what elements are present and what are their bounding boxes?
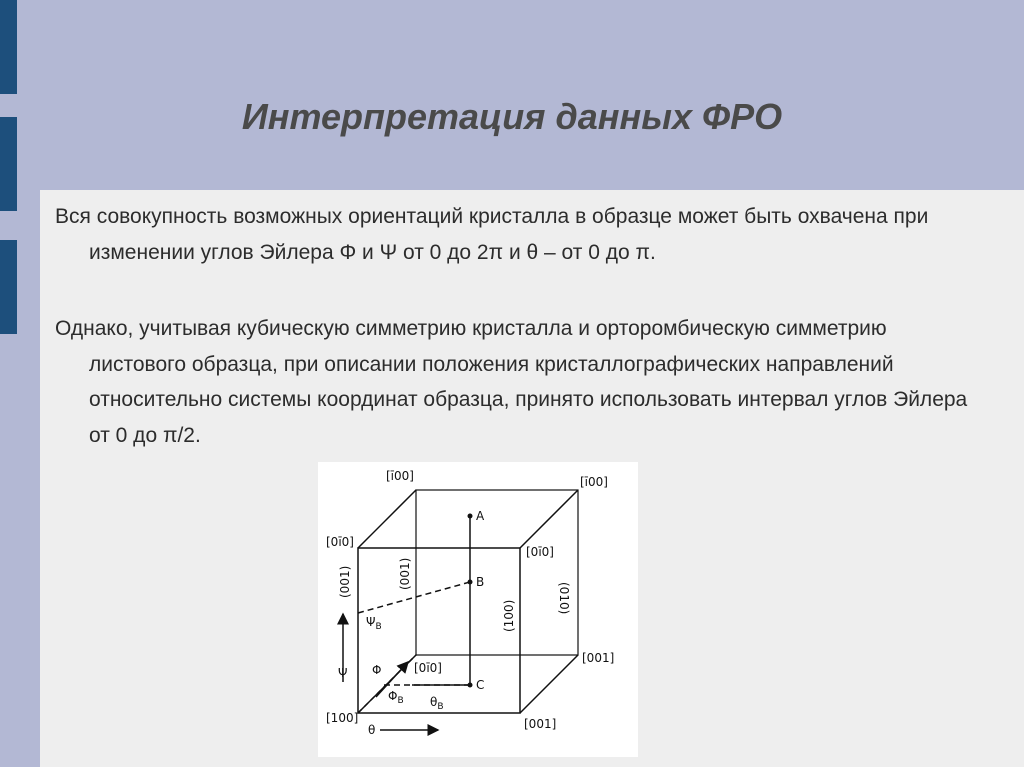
label-plane-right: (010) (557, 582, 571, 615)
label-point-b: B (476, 575, 485, 589)
label-theta-axis: θ (368, 723, 376, 737)
point-a-dot (468, 514, 473, 519)
cube-edge-br (520, 655, 578, 713)
label-front-right-upper: [0ī0] (526, 545, 554, 559)
label-phi: Φ (372, 663, 382, 677)
label-plane-left: (001) (338, 565, 352, 598)
left-accent-bar-3 (0, 240, 17, 334)
label-bottom-inner: [0ī0] (414, 661, 442, 675)
slide-title: Интерпретация данных ФРО (241, 96, 783, 137)
paragraph-2: Однако, учитывая кубическую симметрию кристалла и орторомбическую симметрию листового образца, при описании положения кристаллографических направлений относительно системы координат образца, принято использовать интервал углов Эйлера от 0 до π/2. (55, 317, 968, 447)
label-left-upper: [0ī0] (326, 535, 354, 549)
label-bottom-right: [001] (524, 717, 557, 731)
projection-line (358, 582, 470, 613)
label-psi-axis: Ψ (338, 666, 348, 680)
label-plane-inner: (001) (398, 557, 412, 590)
label-top-left-back: [ī00] (386, 469, 414, 483)
label-right-mid: [001] (582, 651, 615, 665)
point-c-dot (468, 683, 473, 688)
left-accent-bar-1 (0, 0, 17, 94)
label-point-c: C (476, 678, 485, 692)
label-phi-b: $\Phi_B$ (388, 689, 404, 706)
label-plane-center: (100) (502, 599, 516, 632)
label-top-right-back: [ī00] (580, 475, 608, 489)
cube-edge-tl (358, 490, 416, 548)
cube-diagram-svg (318, 462, 638, 757)
title-area (20, 0, 1024, 188)
cube-edge-tr (520, 490, 578, 548)
label-point-a: A (476, 509, 485, 523)
point-b-dot (468, 580, 473, 585)
paragraph-1: Вся совокупность возможных ориентаций кристалла в образце может быть охвачена при изменении углов Эйлера Φ и Ψ от 0 до 2π и θ – от 0 до π. (55, 205, 929, 264)
cube-diagram (318, 462, 638, 757)
label-bottom-left: [100] (326, 711, 359, 725)
label-theta-b: $\theta_B$ (430, 695, 444, 712)
label-psi-b: $\Psi_B$ (366, 615, 382, 632)
